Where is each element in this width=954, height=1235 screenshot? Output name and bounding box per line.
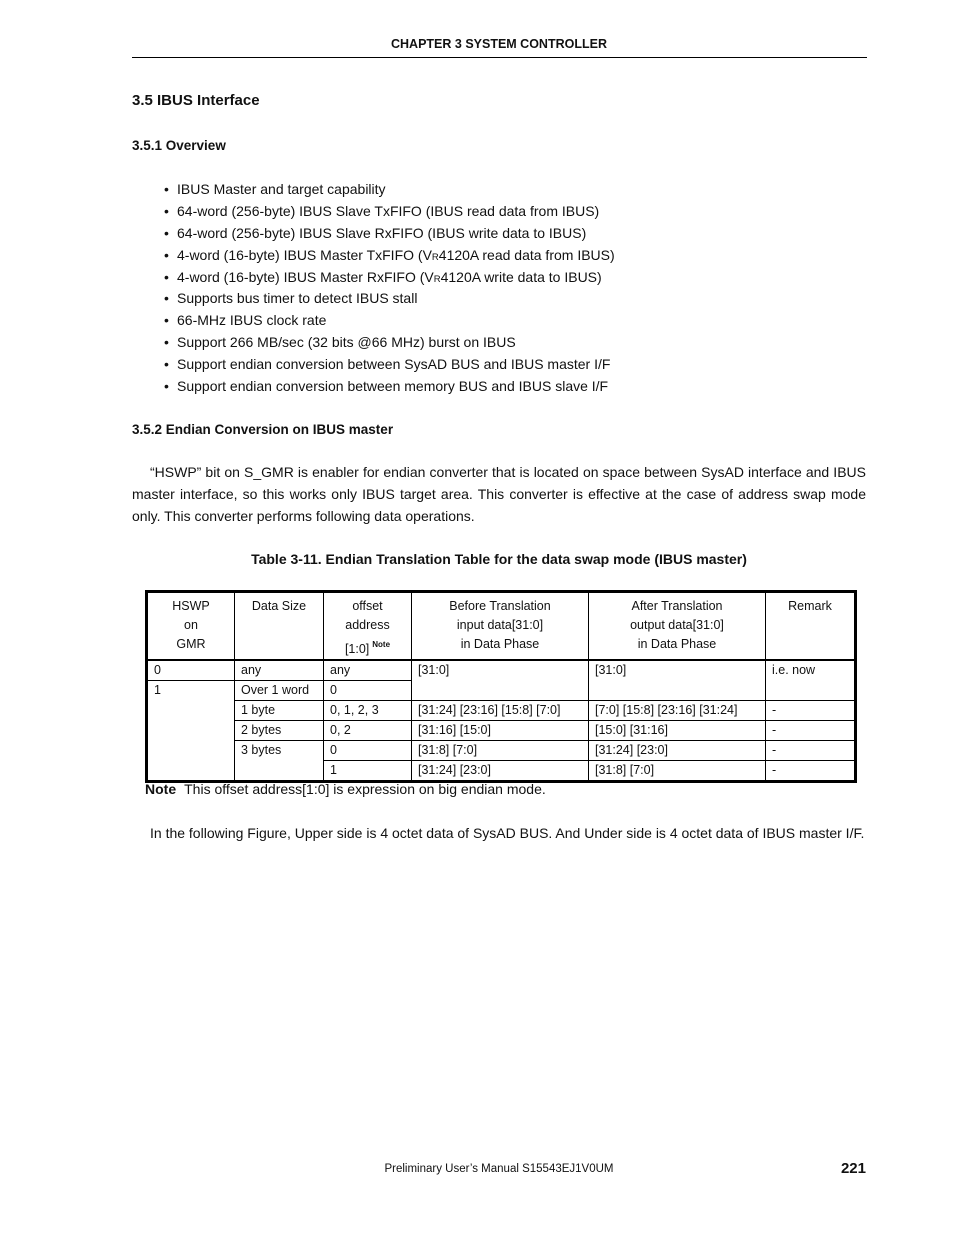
cell-size: 2 bytes xyxy=(235,721,324,741)
cell-hswp: 1 xyxy=(147,681,235,782)
header-hswp: HSWP on GMR xyxy=(147,592,235,661)
cell-offset: 0 xyxy=(324,681,412,701)
bullet-icon: • xyxy=(164,224,169,241)
cell-size: any xyxy=(235,660,324,681)
bullet-icon: • xyxy=(164,181,169,197)
cell-size: Over 1 word xyxy=(235,681,324,701)
cell-after: [15:0] [31:16] xyxy=(589,721,766,741)
overview-bullet-list xyxy=(164,179,615,398)
list-item: • 64-word (256-byte) IBUS Slave TxFIFO (IBUS read data from IBUS) xyxy=(164,201,615,223)
list-item: • Support endian conversion between memory BUS and IBUS slave I/F xyxy=(164,376,615,398)
endian-translation-table xyxy=(145,590,857,783)
closing-paragraph: In the following Figure, Upper side is 4 octet data of SysAD BUS. And Under side is 4 octet data of IBUS master I/F. xyxy=(150,825,865,841)
bullet-icon: • xyxy=(164,246,169,263)
header-after-translation: After Translation output data[31:0] in Data Phase xyxy=(589,592,766,661)
header-offset-address: offset address [1:0] $^{Note}$ xyxy=(324,592,412,661)
page-number: 221 xyxy=(840,1160,866,1177)
table-row xyxy=(147,741,856,761)
header-rule xyxy=(132,57,867,58)
cell-remark: - xyxy=(766,761,856,782)
list-item: • 4-word (16-byte) IBUS Master TxFIFO (VR4120A read data from IBUS) xyxy=(164,245,615,267)
table-row xyxy=(147,701,856,721)
cell-before: [31:0] xyxy=(412,660,589,701)
bullet-icon: • xyxy=(164,356,169,373)
table-note xyxy=(145,781,546,797)
section-title: 3.5 IBUS Interface xyxy=(132,92,260,109)
bullet-icon: • xyxy=(164,378,169,395)
endian-paragraph: “HSWP” bit on S_GMR is enabler for endian converter that is located on space between SysAD interface and IBUS master interface, so this works only IBUS target area. This converter is effective at the case of address swap mode only. This converter performs following data operations. xyxy=(132,464,866,524)
table-row xyxy=(147,721,856,741)
cell-before: [31:16] [15:0] xyxy=(412,721,589,741)
cell-after: [31:24] [23:0] xyxy=(589,741,766,761)
table-row xyxy=(147,660,856,681)
cell-remark: - xyxy=(766,721,856,741)
note-label: Note xyxy=(145,781,177,797)
list-item: • Support 266 MB/sec (32 bits @66 MHz) burst on IBUS xyxy=(164,332,615,354)
cell-offset: 1 xyxy=(324,761,412,782)
cell-offset: 0, 2 xyxy=(324,721,412,741)
cell-offset: any xyxy=(324,660,412,681)
footer-manual-id: Preliminary User’s Manual S15543EJ1V0UM xyxy=(384,1163,614,1175)
cell-offset: 0, 1, 2, 3 xyxy=(324,701,412,721)
cell-remark: - xyxy=(766,741,856,761)
cell-after: [31:0] xyxy=(589,660,766,701)
cell-size: 3 bytes xyxy=(235,741,324,782)
cell-before: [31:8] [7:0] xyxy=(412,741,589,761)
header-data-size: Data Size xyxy=(235,592,324,661)
cell-remark: - xyxy=(766,701,856,721)
bullet-icon: • xyxy=(164,290,169,307)
list-item: • Support endian conversion between SysAD BUS and IBUS master I/F xyxy=(164,354,615,376)
bullet-icon: • xyxy=(164,268,169,285)
bullet-icon: • xyxy=(164,312,169,329)
overview-title: 3.5.1 Overview xyxy=(132,138,226,153)
list-item: • 4-word (16-byte) IBUS Master RxFIFO (VR4120A write data to IBUS) xyxy=(164,267,615,289)
cell-remark: i.e. now xyxy=(766,660,856,701)
note-text: This offset address[1:0] is expression on big endian mode. xyxy=(184,781,546,797)
list-item: • Supports bus timer to detect IBUS stall xyxy=(164,288,615,310)
cell-hswp: 0 xyxy=(147,660,235,681)
cell-size: 1 byte xyxy=(235,701,324,721)
table-caption: Table 3-11. Endian Translation Table for the data swap mode (IBUS master) xyxy=(251,551,747,567)
cell-offset: 0 xyxy=(324,741,412,761)
bullet-icon: • xyxy=(164,202,169,219)
list-item: • IBUS Master and target capability xyxy=(164,179,615,201)
header-remark: Remark xyxy=(766,592,856,661)
cell-after: [7:0] [15:8] [23:16] [31:24] xyxy=(589,701,766,721)
cell-before: [31:24] [23:0] xyxy=(412,761,589,782)
endian-title: 3.5.2 Endian Conversion on IBUS master xyxy=(132,422,394,437)
header-before-translation: Before Translation input data[31:0] in Data Phase xyxy=(412,592,589,661)
table-header-row xyxy=(147,592,856,661)
note-superscript: Note xyxy=(372,640,391,649)
cell-before: [31:24] [23:16] [15:8] [7:0] xyxy=(412,701,589,721)
cell-after: [31:8] [7:0] xyxy=(589,761,766,782)
bullet-icon: • xyxy=(164,334,169,351)
chapter-header: CHAPTER 3 SYSTEM CONTROLLER xyxy=(391,37,607,51)
list-item: • 66-MHz IBUS clock rate xyxy=(164,310,615,332)
list-item: • 64-word (256-byte) IBUS Slave RxFIFO (IBUS write data to IBUS) xyxy=(164,223,615,245)
